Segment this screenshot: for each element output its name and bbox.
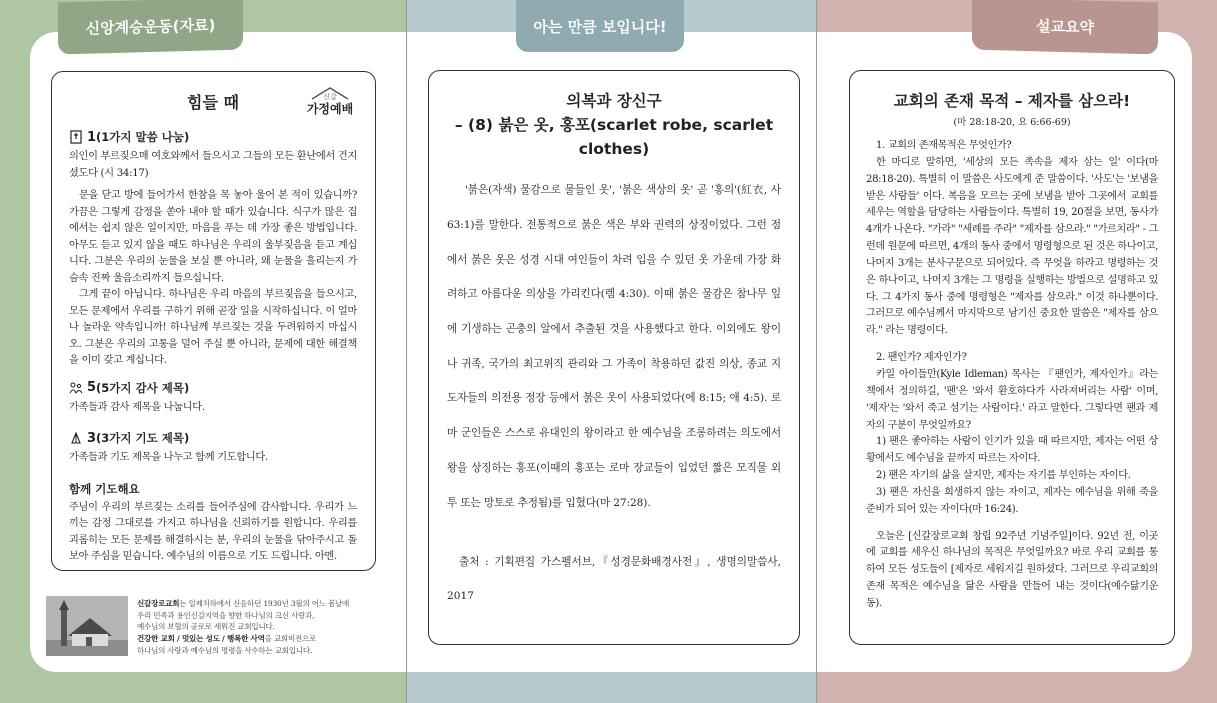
family-worship-panel bbox=[51, 71, 376, 571]
tab-know-more bbox=[516, 0, 684, 52]
section-prayer-topics bbox=[69, 430, 357, 446]
church-line: 예수님의 보혈의 공로로 세워진 교회입니다. bbox=[137, 622, 275, 632]
bible-culture-panel bbox=[428, 70, 800, 645]
section-number: 5 bbox=[87, 380, 97, 396]
sermon-paragraph: 오늘은 [신갈장로교회 창립 92주년 기념주일]이다. 92년 전, 이곳에 교회를 세우신 하나님의 목적은 무엇일까요? 바로 우리 교회를 통하여 모든 성도들이 [제자로 세워지길 원하셨다. 그러므로 우리교회의 존재 목적은 예수님을 닮은 사람을 만들어 내는 것이다(예수닮기운동). bbox=[866, 530, 1158, 609]
church-line: 을 교회비전으로 bbox=[264, 633, 317, 643]
section-heading: (5가지 감사 제목) bbox=[96, 380, 190, 395]
sermon-reference: (마 28:18-20, 요 6:66-69) bbox=[953, 117, 1071, 128]
sermon-paragraph: 카일 아이들만(Kyle Idleman) 목사는 『팬인가, 제자인가』라는 책에서 정의하길, '팬'은 '와서 환호하다가 사라져버리는 사람' 이며, '제자'는 '와서 죽고 섬기는 사람이다.' 라고 말한다. 그렇다면 팬과 제자의 구분이 무엇일까요? bbox=[866, 368, 1158, 431]
section-number: 1 bbox=[87, 129, 97, 145]
tab-faith-movement bbox=[58, 0, 243, 54]
sermon-list-item: 3) 팬은 자신을 희생하지 않는 자이고, 제자는 예수님을 위해 죽을 준비가 되어 있는 자이다(마 16:24). bbox=[866, 486, 1158, 515]
church-vision: 건강한 교회 / 멋있는 성도 / 행복한 사역 bbox=[137, 633, 265, 643]
church-photo bbox=[46, 596, 128, 656]
sermon-list-item: 1) 팬은 좋아하는 사람이 인기가 있을 때 따르지만, 제자는 어떤 상황에서도 예수님을 끝까지 따르는 자이다. bbox=[866, 436, 1158, 465]
family-worship-logo bbox=[305, 86, 355, 118]
bible-icon bbox=[69, 130, 83, 144]
title-line: – (8) 붉은 옷, 홍포(scarlet robe, scarlet clothes) bbox=[454, 116, 774, 159]
section-word-sharing bbox=[69, 129, 357, 145]
section-text: 가족들과 감사 제목을 나눕니다. bbox=[69, 401, 205, 413]
article-body: '붉은(자색) 물감으로 물들인 옷', '붉은 색상의 옷' 곧 '홍의'(紅衣, 사 63:1)를 말한다. 전통적으로 붉은 색은 부와 권력의 상징이었다. 그런 점에서 붉은 옷은 성경 시대 여인들이 차려 입을 수 있던 옷 가운데 가장 화려하고 아름다운 의상을 가리킨다(렘 4:30). 이때 붉은 물감은 참나무 잎에 기생하는 곤충의 알에서 추출된 것을 사용했다고 한다. 이외에도 왕이나 귀족, 국가의 최고위직 관리와 그 가족이 착용하던 값진 의상, 종교 지도자들의 의전용 정장 등에서 붉은 옷이 사용되었다(에 8:15; 애 4:5). 로마 군인들은 스스로 유대인의 왕이라고 한 예수님을 조롱하려는 의도에서 왕을 상징하는 홍포(이때의 홍포는 로마 장교들이 입었던 짧은 모직물 외투 또는 망토로 추정됨)를 입혔다(마 27:28). bbox=[447, 184, 781, 509]
article-source: 출처 : 기획편집 가스펠서브,『성경문화배경사전』, 생명의말씀사, 2017 bbox=[447, 556, 781, 603]
church-line: 우리 민족과 용인신갈지역을 향한 하나님의 크신 사랑과, bbox=[137, 610, 315, 620]
church-description bbox=[137, 596, 349, 658]
section-number: 3 bbox=[87, 430, 97, 446]
section-heading: (3가지 기도 제목) bbox=[96, 431, 190, 446]
church-line: 하나님의 사랑과 예수님의 명령을 사수하는 교회입니다. bbox=[137, 645, 313, 655]
prayer-text: 주님이 우리의 부르짖는 소리를 들어주심에 감사합니다. 우리가 느끼는 감정 그대로를 가지고 하나님을 신뢰하기를 원합니다. 우리를 괴롭히는 모든 문제를 해결하시는 분, 우리의 눈물을 닦아주시고 돌보아 주심을 믿습니다. 예수님의 이름으로 기도 드립니다. 아멘. bbox=[69, 501, 357, 563]
sermon-list-item: 2) 팬은 자기의 삶을 살지만, 제자는 자기를 부인하는 자이다. bbox=[876, 470, 1131, 482]
sermon-point-heading: 1. 교회의 존재목적은 무엇인가? bbox=[876, 140, 1012, 151]
column-divider-2 bbox=[816, 0, 817, 703]
article-title bbox=[447, 89, 781, 161]
church-name: 신갈장로교회 bbox=[137, 599, 180, 608]
sermon-paragraph: 한 마디로 말하면, '세상의 모든 족속을 제자 삼는 일' 이다(마 28:18-20). 특별히 이 말씀은 사도에게 준 말씀이다. '사도'는 '보냄을 받은 사람들' 이다. 복음을 모르는 곳에 보냄을 받아 그곳에서 교회를 세우는 역할을 담당하는 사람들이다. 특별히 19, 20절을 보면, 동사가 4개가 나온다. "가라" "세례를 주라" "제자를 삼으라." "가르치라" - 그런데 원문에 따르면, 4개의 동사 중에서 명령형으로 된 것은 하나이고, 나머지 3개는 분사구문으로 되어있다. 즉 무엇을 하라고 명령하는 것은 하나이고, 나머지 3개는 그 명령을 실행하는 방법으로 설명하고 있다. 그 4가지 동사 중에 명령형은 "제자를 삼으라." 이것 하나뿐이다. 그러므로 예수님께서 마지막으로 남기신 중요한 말씀은 "제자를 삼으라." 라는 명령이다. bbox=[866, 156, 1158, 337]
tab-label: 신앙계승운동(자료) bbox=[85, 15, 216, 38]
family-icon bbox=[69, 381, 83, 395]
column-divider-1 bbox=[406, 0, 407, 703]
title-line: 의복과 장신구 bbox=[566, 92, 662, 110]
section-text: 가족들과 기도 제목을 나누고 함께 기도합니다. bbox=[69, 452, 268, 464]
logo-top-text: 신갈 bbox=[323, 93, 337, 101]
body-paragraph: 그게 끝이 아닙니다. 하나님은 우리 마음의 부르짖음을 들으시고, 모든 문제에서 우리를 구하기 위해 곧장 일을 시작하십니다. 이 얼마나 놀라운 약속입니까! 하나님께 부르짖는 것을 두려워하지 마십시오. 그분은 우리의 고통을 덜어 주실 뿐 아니라, 문제에 대한 해결책을 이미 갖고 계십니다. bbox=[69, 289, 357, 367]
sermon-title: 교회의 존재 목적 – 제자를 삼으라! bbox=[893, 92, 1131, 110]
panel-title: 힘들 때 bbox=[187, 93, 239, 112]
prayer-heading: 함께 기도해요 bbox=[69, 481, 140, 496]
church-line: 는 일제치하에서 신음하던 1930년 3월의 어느 봄날에 bbox=[179, 599, 350, 608]
section-thanks bbox=[69, 380, 357, 396]
body-paragraph: 문을 닫고 방에 들어가서 한참을 목 놓아 울어 본 적이 있습니까? 가끔은 그렇게 감정을 쏟아 내야 할 때가 있습니다. 식구가 많은 집에서는 쉽지 않은 일이지만, 마음을 푸는 데 가장 좋은 방법입니다. 아무도 듣고 있지 않을 때도 하나님은 우리의 울부짖음을 듣고 계십니다. 그분은 우리의 눈물을 보실 뿐 아니라, 왜 눈물을 흘리는지 가슴속 진짜 울음소리까지 들으십니다. bbox=[69, 190, 357, 284]
tab-label: 아는 만큼 보입니다! bbox=[533, 17, 667, 36]
sermon-point-heading: 2. 팬인가? 제자인가? bbox=[876, 352, 967, 364]
praying-hands-icon bbox=[69, 431, 83, 445]
church-info bbox=[46, 596, 370, 658]
section-heading: (1가지 말씀 나눔) bbox=[96, 130, 190, 144]
tab-sermon-summary bbox=[972, 0, 1158, 54]
tab-label: 설교요약 bbox=[1036, 16, 1094, 37]
logo-main-text: 가정예배 bbox=[306, 102, 354, 116]
verse-text: 의인이 부르짖으매 여호와께서 들으시고 그들의 모든 환난에서 건지셨도다 (시 34:17) bbox=[69, 151, 357, 179]
sermon-panel bbox=[849, 70, 1175, 645]
